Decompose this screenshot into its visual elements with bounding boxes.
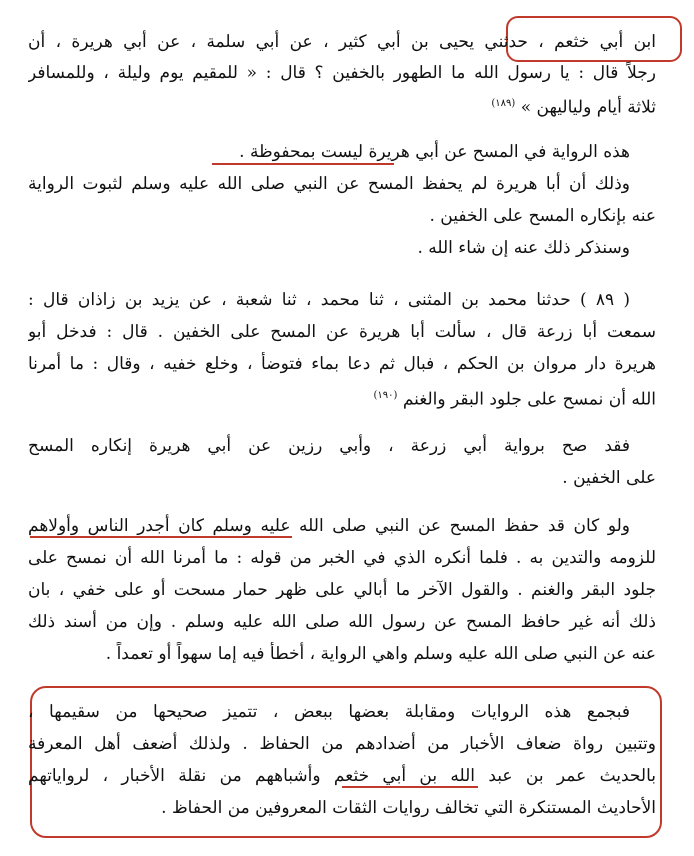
underline-most-worthy — [30, 536, 292, 538]
text-line-8: ( ٨٩ ) حدثنا محمد بن المثنى ، ثنا محمد ، ثنا شعبة ، عن يزيد بن زاذان قال : — [28, 290, 630, 310]
text-line-14: ولو كان قد حفظ المسح عن النبي صلى الله عليه وسلم كان أجدر الناس وأولاهم — [28, 516, 630, 536]
footnote-ref-190: (١٩٠) — [373, 390, 398, 401]
text-line-12: فقد صح برواية أبي زرعة ، وأبي رزين عن أبي هريرة إنكاره المسح — [28, 436, 630, 456]
text-segment: ثلاثة أيام ولياليهن » — [520, 97, 656, 118]
text-line-13: على الخفين . — [562, 468, 656, 488]
text-line-10: هريرة دار مروان بن الحكم ، فبال ثم دعا بماء فتوضأ ، وخلع خفيه ، وقال : ما أمرنا — [28, 354, 656, 374]
text-segment: هذه الرواية في المسح عن أبي هريرة ليست بمحفوظة . — [239, 142, 630, 162]
text-line-16: جلود البقر والغنم . والقول الآخر ما أبالي على ظهر حمار مسحت أو على خفي ، بان — [28, 580, 656, 600]
text-line-4 — [28, 140, 630, 164]
text-line-11 — [28, 384, 656, 412]
underline-name — [342, 786, 478, 788]
underline-not-preserved — [212, 163, 394, 165]
text-line-20: وتتبين رواة ضعاف الأخبار من أضدادهم من الحفاظ . ولذلك أضعف أهل المعرفة — [28, 734, 656, 754]
text-line-3 — [28, 92, 656, 120]
text-line-19: فبجمع هذه الروايات ومقابلة بعضها ببعض ، تتميز صحيحها من سقيمها ، — [28, 702, 630, 722]
text-line-7: وسنذكر ذلك عنه إن شاء الله . — [417, 238, 630, 258]
text-line-21: بالحديث عمر بن عبد الله بن أبي خثعم وأشباههم من نقلة الأخبار ، لرواياتهم — [28, 766, 656, 786]
footnote-ref-189: (١٨٩) — [491, 98, 516, 109]
text-line-9: سمعت أبا زرعة قال ، سألت أبا هريرة عن المسح على الخفين . قال : فدخل أبو — [28, 322, 656, 342]
text-line-5: وذلك أن أبا هريرة لم يحفظ المسح عن النبي صلى الله عليه وسلم لثبوت الرواية — [28, 174, 630, 194]
text-line-15: للزومه والتدين به . فلما أنكره الذي في الخبر من قوله : ما أمرنا الله أن نمسح على — [28, 548, 656, 568]
text-line-22: الأحاديث المستنكرة التي تخالف روايات الثقات المعروفين من الحفاظ . — [161, 798, 656, 818]
text-line-2: رجلاً قال : يا رسول الله ما الطهور بالخفين ؟ قال : « للمقيم يوم وليلة ، وللمسافر — [28, 63, 656, 83]
text-line-1: ابن أبي خثعم ، حدثني يحيى بن أبي كثير ، عن أبي سلمة ، عن أبي هريرة ، أن — [28, 32, 656, 52]
text-segment: الله أن نمسح على جلود البقر والغنم — [402, 389, 656, 410]
text-line-17: ذلك أنه غير حافظ المسح عن رسول الله صلى الله عليه وسلم . وإن من أسند ذلك — [28, 612, 656, 632]
text-line-6: عنه بإنكاره المسح على الخفين . — [429, 206, 656, 226]
text-line-18: عنه عن النبي صلى الله عليه وسلم واهي الرواية ، أخطأ فيه إما سهواً أو تعمداً . — [105, 644, 656, 664]
